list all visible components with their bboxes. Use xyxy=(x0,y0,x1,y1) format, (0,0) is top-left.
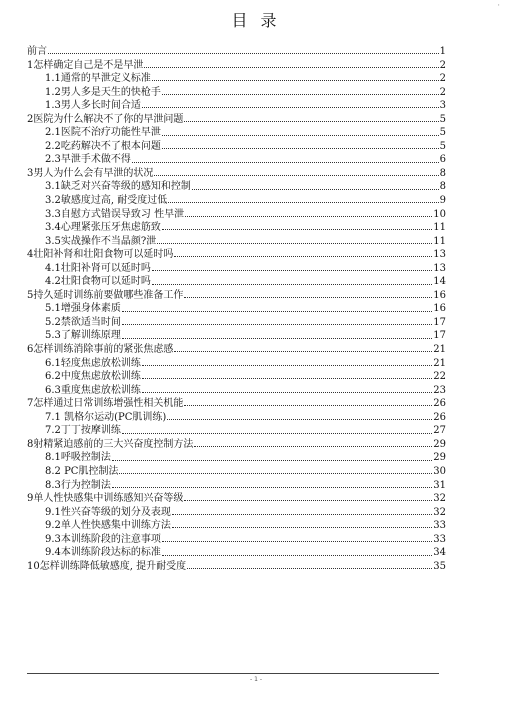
toc-entry-page-number: 8 xyxy=(439,167,446,179)
dot-leader xyxy=(184,297,432,298)
toc-section-entry[interactable] xyxy=(27,424,446,438)
dot-leader xyxy=(142,365,432,366)
toc-entry-title: 6怎样训练消除事前的紧张焦虑感 xyxy=(27,344,174,356)
toc-entry-title: 1.3男人多长时间合适 xyxy=(45,100,141,112)
dot-leader xyxy=(122,338,432,339)
toc-entry-title: 9.1性兴奋等级的划分及表现 xyxy=(45,506,171,518)
toc-entry-page-number: 2 xyxy=(439,73,446,85)
toc-entry-title: 9.2单人性快感集中训练方法 xyxy=(45,520,171,532)
toc-entry-page-number: 35 xyxy=(433,560,446,572)
dot-leader xyxy=(187,568,432,569)
dot-leader xyxy=(172,514,432,515)
toc-section-entry[interactable] xyxy=(27,357,446,371)
dot-leader xyxy=(162,94,439,95)
toc-entry-page-number: 5 xyxy=(439,140,446,152)
toc-section-entry[interactable] xyxy=(27,153,446,167)
toc-entry-page-number: 5 xyxy=(439,113,446,125)
toc-entry-title: 5.1增强身体素质 xyxy=(45,303,121,315)
toc-entry-page-number: 13 xyxy=(433,262,446,274)
dot-leader xyxy=(122,311,432,312)
toc-entry-page-number: 9 xyxy=(439,195,446,207)
toc-entry-title: 前言 xyxy=(27,46,47,57)
dot-leader xyxy=(162,135,439,136)
toc-chapter-entry[interactable] xyxy=(27,397,446,411)
dot-leader xyxy=(184,500,432,501)
dot-leader xyxy=(132,162,439,163)
toc-entry-page-number: 14 xyxy=(433,276,446,288)
toc-section-entry[interactable] xyxy=(27,302,446,316)
dot-leader xyxy=(122,324,432,325)
toc-entry-title: 8射精紧迫感前的三大兴奋度控制方法 xyxy=(27,438,194,450)
toc-section-entry[interactable] xyxy=(27,275,446,289)
toc-section-entry[interactable] xyxy=(27,411,446,425)
dot-leader xyxy=(122,433,432,434)
toc-entry-title: 5持久延时训练前要做哪些准备工作 xyxy=(27,289,184,301)
toc-chapter-entry[interactable] xyxy=(27,438,446,452)
toc-entry-page-number: 33 xyxy=(433,533,446,545)
toc-entry-title: 4.2壮阳食物可以延时吗 xyxy=(45,276,151,288)
dot-leader xyxy=(152,80,439,81)
dot-leader xyxy=(194,446,432,447)
toc-section-entry[interactable] xyxy=(27,384,446,398)
dot-leader xyxy=(152,284,432,285)
toc-entry-title: 3男人为什么会有早泄的状况 xyxy=(27,167,154,179)
toc-chapter-entry[interactable] xyxy=(27,59,446,73)
toc-entry-title: 7.2丁丁按摩训练 xyxy=(45,425,121,437)
toc-entry-page-number: 29 xyxy=(433,438,446,450)
toc-section-entry[interactable] xyxy=(27,72,446,86)
page-title: 目 录 xyxy=(231,11,281,30)
table-of-contents xyxy=(27,45,446,573)
toc-section-entry[interactable] xyxy=(27,329,446,343)
dot-leader xyxy=(184,405,432,406)
toc-entry-page-number: 8 xyxy=(439,181,446,193)
toc-entry-page-number: 1 xyxy=(439,46,446,57)
toc-entry-title: 2.1医院不治疗功能性早泄 xyxy=(45,127,161,139)
dot-leader xyxy=(119,473,432,474)
toc-entry-title: 4壮阳补肾和壮阳食物可以延时吗 xyxy=(27,249,174,261)
toc-section-entry[interactable] xyxy=(27,221,446,235)
toc-section-entry[interactable] xyxy=(27,180,446,194)
toc-entry-title: 3.5实战操作不当晶颜?泄 xyxy=(45,235,157,247)
toc-entry-page-number: 27 xyxy=(433,425,446,437)
dot-leader xyxy=(174,256,432,257)
dot-leader xyxy=(152,270,432,271)
toc-entry-page-number: 26 xyxy=(433,411,446,423)
toc-entry-page-number: 21 xyxy=(433,344,446,356)
toc-entry-page-number: 17 xyxy=(433,330,446,342)
toc-entry-page-number: 26 xyxy=(433,398,446,410)
toc-chapter-entry[interactable] xyxy=(27,560,446,574)
toc-chapter-entry[interactable] xyxy=(27,248,446,262)
toc-entry-page-number: 21 xyxy=(433,357,446,369)
toc-entry-title: 7怎样通过日常训练增强性相关机能 xyxy=(27,398,184,410)
toc-entry-title: 2医院为什么解决不了你的早泄问题 xyxy=(27,113,184,125)
toc-entry-title: 6.1轻度焦虑放松训练 xyxy=(45,357,141,369)
toc-section-entry[interactable] xyxy=(27,235,446,249)
toc-section-entry[interactable] xyxy=(27,140,446,154)
toc-entry-page-number: 29 xyxy=(433,452,446,464)
toc-entry-page-number: 31 xyxy=(433,479,446,491)
toc-section-entry[interactable] xyxy=(27,451,446,465)
toc-entry-page-number: 3 xyxy=(439,100,446,112)
toc-entry-page-number: 11 xyxy=(433,235,446,247)
toc-entry-page-number: 23 xyxy=(433,384,446,396)
toc-section-entry[interactable] xyxy=(27,316,446,330)
toc-entry-title: 7.1 凯格尔运动(PC肌训练) xyxy=(45,411,167,423)
toc-chapter-entry[interactable] xyxy=(27,113,446,127)
toc-entry-page-number: 34 xyxy=(433,547,446,559)
footer-page-number: - 1 - xyxy=(250,676,262,683)
toc-entry-page-number: 13 xyxy=(433,249,446,261)
toc-entry-page-number: 33 xyxy=(433,520,446,532)
dot-leader xyxy=(162,555,432,556)
dot-leader xyxy=(192,189,439,190)
toc-entry-title: 1.2男人多是天生的快枪手 xyxy=(45,86,161,98)
toc-entry-title: 10怎样训练降低敏感度, 提升耐受度 xyxy=(27,560,187,572)
toc-entry-title: 3.2敏感度过高, 耐受度过低 xyxy=(45,195,168,207)
dot-leader xyxy=(112,487,432,488)
toc-entry-title: 8.1呼吸控制法 xyxy=(45,452,111,464)
toc-section-entry[interactable] xyxy=(27,194,446,208)
toc-entry-page-number: 22 xyxy=(433,371,446,383)
toc-entry-title: 9.3本训练阶段的注意事项 xyxy=(45,533,161,545)
toc-entry-title: 8.3行为控制法 xyxy=(45,479,111,491)
toc-section-entry[interactable] xyxy=(27,506,446,520)
toc-section-entry[interactable] xyxy=(27,99,446,113)
toc-entry-title: 6.3重度焦虑放松训练 xyxy=(45,384,141,396)
toc-entry-title: 8.2 PC肌控制法 xyxy=(45,465,119,477)
toc-entry-page-number: 30 xyxy=(433,465,446,477)
toc-entry-title: 9.4本训练阶段达标的标准 xyxy=(45,547,161,559)
toc-entry-page-number: 5 xyxy=(439,127,446,139)
toc-entry-page-number: 2 xyxy=(439,59,446,71)
dot-leader xyxy=(144,67,438,68)
corner-mark: ' xyxy=(498,4,500,11)
dot-leader xyxy=(142,107,439,108)
toc-entry-page-number: 6 xyxy=(439,154,446,166)
toc-chapter-entry[interactable] xyxy=(27,492,446,506)
toc-section-entry[interactable] xyxy=(27,126,446,140)
toc-entry-title: 4.1壮阳补肾可以延时吗 xyxy=(45,262,151,274)
toc-entry-page-number: 17 xyxy=(433,316,446,328)
toc-chapter-entry[interactable] xyxy=(27,45,446,59)
toc-entry-title: 1怎样确定自己是不是早泄 xyxy=(27,59,144,71)
toc-section-entry[interactable] xyxy=(27,533,446,547)
toc-chapter-entry[interactable] xyxy=(27,167,446,181)
toc-chapter-entry[interactable] xyxy=(27,289,446,303)
toc-entry-title: 1.1通常的早泄定义标准 xyxy=(45,73,151,85)
dot-leader xyxy=(174,351,432,352)
dot-leader xyxy=(162,229,432,230)
toc-entry-title: 3.4心理紧张压牙焦虑筋致 xyxy=(45,222,161,234)
toc-entry-page-number: 11 xyxy=(433,222,446,234)
dot-leader xyxy=(162,148,439,149)
toc-entry-page-number: 16 xyxy=(433,289,446,301)
footer-divider xyxy=(27,673,439,674)
dot-leader xyxy=(142,392,432,393)
toc-section-entry[interactable] xyxy=(27,479,446,493)
dot-leader xyxy=(112,460,432,461)
toc-entry-page-number: 2 xyxy=(439,86,446,98)
dot-leader xyxy=(48,53,439,54)
dot-leader xyxy=(154,175,438,176)
toc-chapter-entry[interactable] xyxy=(27,343,446,357)
dot-leader xyxy=(157,243,432,244)
toc-entry-title: 2.3早泄手术做不得 xyxy=(45,154,131,166)
toc-entry-title: 5.2禁欲适当时间 xyxy=(45,316,121,328)
toc-entry-title: 3.3自慰方式错误导致习 性早泄 xyxy=(45,208,185,220)
toc-entry-page-number: 32 xyxy=(433,493,446,505)
toc-section-entry[interactable] xyxy=(27,262,446,276)
dot-leader xyxy=(168,202,438,203)
toc-entry-page-number: 32 xyxy=(433,506,446,518)
toc-entry-title: 3.1缺乏对兴奋等级的感知和控制 xyxy=(45,181,191,193)
dot-leader xyxy=(172,527,432,528)
dot-leader xyxy=(167,419,432,420)
dot-leader xyxy=(162,541,432,542)
toc-entry-title: 9单人性快感集中训练感知兴奋等级 xyxy=(27,493,184,505)
toc-entry-page-number: 10 xyxy=(433,208,446,220)
toc-section-entry[interactable] xyxy=(27,465,446,479)
dot-leader xyxy=(142,378,432,379)
toc-section-entry[interactable] xyxy=(27,208,446,222)
toc-section-entry[interactable] xyxy=(27,370,446,384)
toc-section-entry[interactable] xyxy=(27,546,446,560)
toc-entry-title: 6.2中度焦虑放松训练 xyxy=(45,371,141,383)
toc-section-entry[interactable] xyxy=(27,86,446,100)
toc-entry-title: 2.2吃药解决不了根本问题 xyxy=(45,140,161,152)
dot-leader xyxy=(185,216,432,217)
toc-section-entry[interactable] xyxy=(27,519,446,533)
toc-entry-page-number: 16 xyxy=(433,303,446,315)
dot-leader xyxy=(184,121,438,122)
toc-entry-title: 5.3了解训练原理 xyxy=(45,330,121,342)
